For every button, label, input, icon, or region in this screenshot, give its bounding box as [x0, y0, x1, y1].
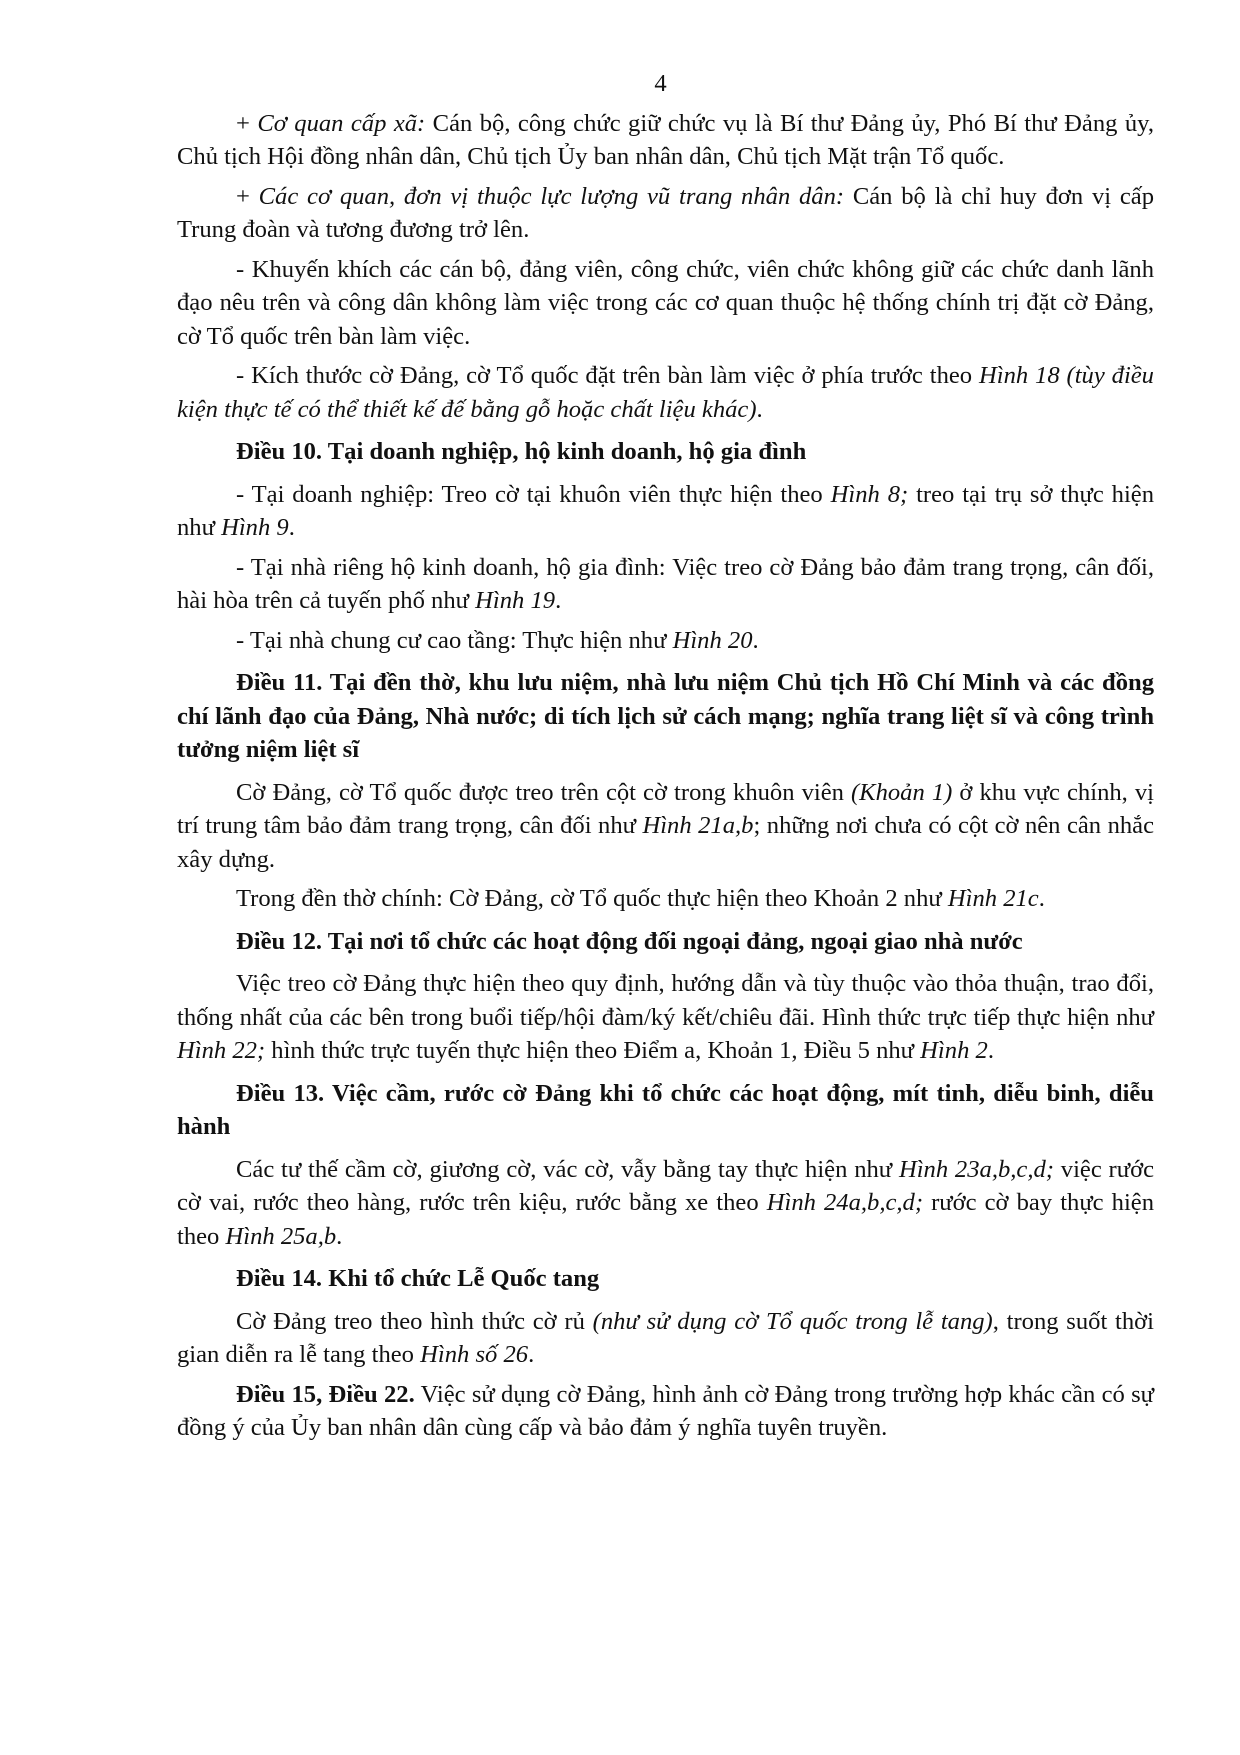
text-segment: Các tư thế cầm cờ, giương cờ, vác cờ, vẫy bằng tay thực hiện như	[236, 1155, 899, 1183]
text-segment: rước cờ bay thực hiện theo	[177, 1189, 1155, 1250]
text-segment: .	[1038, 885, 1045, 912]
document-body	[177, 107, 1154, 1445]
italic-reference: Hình 2	[920, 1037, 988, 1064]
text-segment: việc rước cờ vai, rước theo hàng, rước trên kiệu, rước bằng xe theo	[177, 1155, 1154, 1216]
paragraph	[177, 624, 1154, 658]
text-segment: Điều 12. Tại nơi tổ chức các hoạt động đối ngoại đảng, ngoại giao nhà nước	[236, 927, 1023, 955]
italic-reference: Các cơ quan, đơn vị thuộc lực lượng vũ trang nhân dân:	[258, 182, 845, 210]
text-segment: Trong đền thờ chính: Cờ Đảng, cờ Tổ quốc thực hiện theo Khoản 2 như	[236, 885, 948, 912]
text-segment: Điều 14. Khi tổ chức Lễ Quốc tang	[236, 1265, 600, 1292]
paragraph	[177, 107, 1154, 174]
text-segment: Cán bộ, công chức giữ chức vụ là Bí thư Đảng ủy, Phó Bí thư Đảng ủy, Chủ tịch Hội đồng nhân dân, Chủ tịch Ủy ban nhân dân, Chủ tịch Mặt trận Tổ quốc.	[177, 109, 1154, 170]
bold-label: Điều 15, Điều 22.	[236, 1380, 415, 1408]
text-segment: .	[528, 1341, 535, 1368]
italic-reference: Hình số 26	[420, 1341, 529, 1368]
article-heading	[177, 1262, 1154, 1296]
text-segment: Việc sử dụng cờ Đảng, hình ảnh cờ Đảng trong trường hợp khác cần có sự đồng ý của Ủy ban nhân dân cùng cấp và bảo đảm ý nghĩa tuyên truyền.	[177, 1380, 1154, 1441]
paragraph	[177, 776, 1154, 877]
text-segment: .	[752, 626, 759, 654]
article-heading	[177, 1077, 1154, 1144]
text-segment: .	[987, 1037, 994, 1064]
paragraph	[177, 1153, 1154, 1254]
italic-reference: (như sử dụng cờ Tổ quốc trong lễ tang)	[592, 1307, 993, 1335]
paragraph	[177, 1305, 1154, 1372]
text-segment: +	[236, 109, 258, 137]
italic-reference: Hình 23a,b,c,d;	[898, 1155, 1054, 1183]
paragraph	[177, 1378, 1154, 1445]
text-segment: +	[236, 182, 259, 210]
text-segment: - Kích thước cờ Đảng, cờ Tổ quốc đặt trên bàn làm việc ở phía trước theo	[236, 362, 979, 389]
italic-reference: Hình 19	[475, 587, 556, 614]
text-segment: .	[336, 1222, 343, 1250]
text-segment: .	[288, 514, 295, 541]
paragraph	[177, 967, 1154, 1068]
text-segment: Điều 10. Tại doanh nghiệp, hộ kinh doanh, hộ gia đình	[236, 438, 807, 465]
italic-reference: Hình 20	[672, 626, 753, 654]
text-segment: .	[756, 395, 763, 423]
paragraph	[177, 359, 1154, 426]
text-segment: .	[555, 587, 562, 614]
page-number: 4	[654, 70, 667, 97]
paragraph	[177, 882, 1154, 916]
text-segment: Điều 13. Việc cầm, rước cờ Đảng khi tổ chức các hoạt động, mít tinh, diễu binh, diễu hành	[177, 1079, 1154, 1140]
text-segment: - Tại nhà riêng hộ kinh doanh, hộ gia đình: Việc treo cờ Đảng bảo đảm trang trọng, cân đối, hài hòa trên cả tuyến phố như	[177, 553, 1154, 614]
paragraph	[177, 180, 1154, 247]
text-segment: Cờ Đảng treo theo hình thức cờ rủ	[236, 1307, 593, 1335]
italic-reference: Cơ quan cấp xã:	[257, 109, 426, 137]
text-segment: - Tại doanh nghiệp: Treo cờ tại khuôn viên thực hiện theo	[236, 480, 831, 508]
italic-reference: Hình 8;	[830, 480, 909, 508]
italic-reference: Hình 9	[221, 514, 289, 541]
article-heading	[177, 435, 1154, 469]
italic-reference: Hình 22;	[177, 1037, 266, 1064]
italic-reference: Hình 24a,b,c,d;	[766, 1189, 924, 1216]
text-segment: - Tại nhà chung cư cao tầng: Thực hiện như	[236, 626, 673, 654]
text-segment: ; những nơi chưa có cột cờ nên cân nhắc xây dựng.	[177, 812, 1155, 873]
italic-reference: Hình 21c	[947, 885, 1039, 912]
italic-reference: Hình 21a,b	[642, 812, 754, 839]
text-segment: , trong suốt thời gian diễn ra lễ tang theo	[177, 1307, 1154, 1368]
paragraph	[177, 478, 1154, 545]
text-segment: Việc treo cờ Đảng thực hiện theo quy định, hướng dẫn và tùy thuộc vào thỏa thuận, trao đổi, thống nhất của các bên trong buổi tiếp/hội đàm/ký kết/chiêu đãi. Hình thức trực tiếp thực hiện như	[177, 970, 1154, 1031]
article-heading	[177, 925, 1154, 959]
paragraph	[177, 253, 1154, 354]
italic-reference: (Khoản 1)	[850, 778, 953, 806]
text-segment: ở khu vực chính, vị trí trung tâm bảo đảm trang trọng, cân đối như	[177, 778, 1154, 839]
italic-reference: Hình 18 (tùy điều kiện thực tế có thể thiết kế đế bằng gỗ hoặc chất liệu khác)	[177, 362, 1154, 423]
article-heading	[177, 666, 1154, 767]
paragraph	[177, 551, 1154, 618]
text-segment: - Khuyến khích các cán bộ, đảng viên, công chức, viên chức không giữ các chức danh lãnh đạo nêu trên và công dân không làm việc trong các cơ quan thuộc hệ thống chính trị đặt cờ Đảng, cờ Tổ quốc trên bàn làm việc.	[177, 255, 1154, 350]
text-segment: Cờ Đảng, cờ Tổ quốc được treo trên cột cờ trong khuôn viên	[236, 778, 851, 806]
text-segment: treo tại trụ sở thực hiện như	[177, 480, 1154, 541]
text-segment: Điều 11. Tại đền thờ, khu lưu niệm, nhà lưu niệm Chủ tịch Hồ Chí Minh và các đồng chí lãnh đạo của Đảng, Nhà nước; di tích lịch sử cách mạng; nghĩa trang liệt sĩ và công trình tưởng niệm liệt sĩ	[177, 669, 1154, 763]
text-segment: hình thức trực tuyến thực hiện theo Điểm a, Khoản 1, Điều 5 như	[265, 1037, 921, 1064]
italic-reference: Hình 25a,b	[225, 1222, 337, 1250]
text-segment: Cán bộ là chỉ huy đơn vị cấp Trung đoàn và tương đương trở lên.	[177, 182, 1154, 243]
